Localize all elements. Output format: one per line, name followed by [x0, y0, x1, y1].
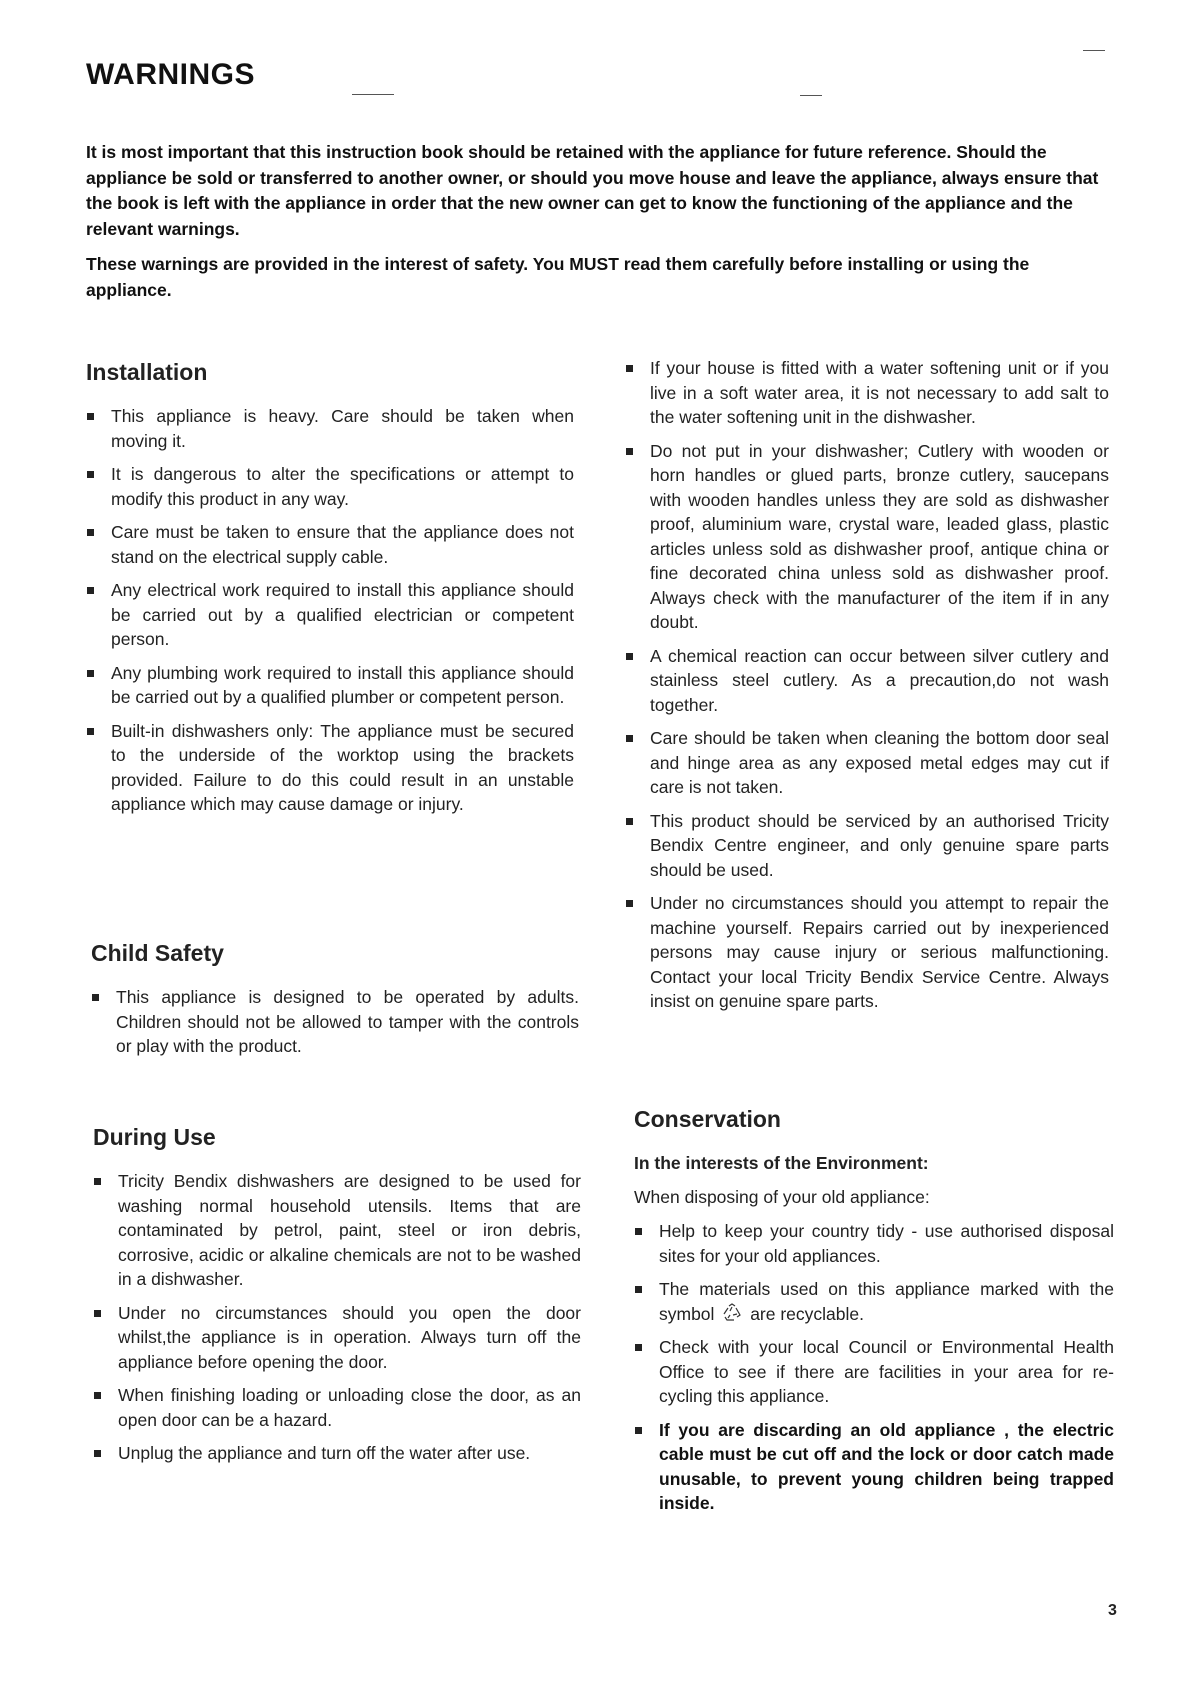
- bullet-icon: [94, 1392, 101, 1399]
- list-item: It is dangerous to alter the specifications or attempt to modify this product in any way.: [86, 462, 574, 511]
- conservation-subheading: In the interests of the Environment:: [634, 1153, 929, 1173]
- bullet-icon: [626, 735, 633, 742]
- bullet-icon: [94, 1178, 101, 1185]
- list-item: Any plumbing work required to install this appliance should be carried out by a qualified plumber or competent person.: [86, 661, 574, 710]
- bullet-icon: [87, 587, 94, 594]
- divider: [352, 94, 394, 95]
- list-item: This product should be serviced by an authorised Tricity Bendix Centre engineer, and only genuine spare parts should be used.: [625, 809, 1109, 883]
- conservation-section: [634, 1106, 1114, 1525]
- right-column-warnings: [625, 356, 1109, 1023]
- list-item: Under no circumstances should you attempt to repair the machine yourself. Repairs carried out by inexperienced persons may cause injury or serious malfunctioning. Contact your local Tricity Bendix Service Centre. Always insist on genuine spare parts.: [625, 891, 1109, 1014]
- list-item: A chemical reaction can occur between silver cutlery and stainless steel cutlery. As a precaution,do not wash together.: [625, 644, 1109, 718]
- bullet-icon: [94, 1450, 101, 1457]
- intro-block: [86, 140, 1116, 313]
- list-item: Tricity Bendix dishwashers are designed to be used for washing normal household utensils. Items that are contaminated by petrol, paint, steel or iron debris, corrosive, acidic or alkaline chemicals are not to be washed in a dishwasher.: [93, 1169, 581, 1292]
- installation-section: [86, 359, 574, 826]
- list-item: This appliance is heavy. Care should be taken when moving it.: [86, 404, 574, 453]
- list-item: Do not put in your dishwasher; Cutlery with wooden or horn handles or glued parts, bronze cutlery, saucepans with wooden handles unless they are sold as dishwasher proof, aluminium ware, crystal ware, leaded glass, plastic articles unless sold as dishwasher proof, antique china or fine decorated china unless sold as dishwasher proof. Always check with the manufacturer of the item if in any doubt.: [625, 439, 1109, 635]
- bullet-icon: [635, 1344, 642, 1351]
- list-item: Care must be taken to ensure that the appliance does not stand on the electrical supply cable.: [86, 520, 574, 569]
- list-item: This appliance is designed to be operated by adults. Children should not be allowed to tamper with the controls or play with the product.: [91, 985, 579, 1059]
- bullet-icon: [87, 529, 94, 536]
- section-heading: During Use: [93, 1124, 216, 1150]
- list-item: If you are discarding an old appliance , the electric cable must be cut off and the lock or door catch made unusable, to prevent young children being trapped inside.: [634, 1418, 1114, 1516]
- bullet-icon: [87, 670, 94, 677]
- bullet-icon: [635, 1427, 642, 1434]
- page-number: 3: [1108, 1602, 1117, 1619]
- list-item: The materials used on this appliance marked with the symbol are recyclable.: [634, 1277, 1114, 1326]
- bullet-icon: [635, 1286, 642, 1293]
- bullet-icon: [626, 900, 633, 907]
- bullet-icon: [92, 994, 99, 1001]
- page-title: WARNINGS: [86, 58, 255, 91]
- list-item: Care should be taken when cleaning the bottom door seal and hinge area as any exposed metal edges may cut if care is not taken.: [625, 726, 1109, 800]
- section-heading: Child Safety: [91, 940, 224, 966]
- recycle-icon: [721, 1303, 743, 1323]
- list-item: Any electrical work required to install this appliance should be carried out by a qualified electrician or competent person.: [86, 578, 574, 652]
- list-item: Built-in dishwashers only: The appliance must be secured to the underside of the worktop using the brackets provided. Failure to do this could result in an unstable appliance which may cause damage or injury.: [86, 719, 574, 817]
- bullet-icon: [87, 413, 94, 420]
- bullet-icon: [94, 1310, 101, 1317]
- divider: [1083, 50, 1105, 51]
- bullet-icon: [626, 818, 633, 825]
- bullet-icon: [626, 365, 633, 372]
- divider: [800, 95, 822, 96]
- conservation-lead: When disposing of your old appliance:: [634, 1187, 930, 1207]
- bullet-icon: [626, 653, 633, 660]
- list-item: When finishing loading or unloading close the door, as an open door can be a hazard.: [93, 1383, 581, 1432]
- intro-paragraph: These warnings are provided in the interest of safety. You MUST read them carefully before installing or using the appliance.: [86, 254, 1030, 300]
- list-item: Help to keep your country tidy - use authorised disposal sites for your old appliances.: [634, 1219, 1114, 1268]
- bullet-icon: [635, 1228, 642, 1235]
- section-heading: Conservation: [634, 1106, 781, 1132]
- list-item: Under no circumstances should you open the door whilst,the appliance is in operation. Always turn off the appliance before opening the door.: [93, 1301, 581, 1375]
- list-item: Unplug the appliance and turn off the water after use.: [93, 1441, 581, 1466]
- list-item: Check with your local Council or Environmental Health Office to see if there are facilities in your area for re-cycling this appliance.: [634, 1335, 1114, 1409]
- section-heading: Installation: [86, 359, 208, 385]
- bullet-icon: [87, 728, 94, 735]
- list-item: If your house is fitted with a water softening unit or if you live in a soft water area, it is not necessary to add salt to the water softening unit in the dishwasher.: [625, 356, 1109, 430]
- intro-paragraph: It is most important that this instruction book should be retained with the appliance for future reference. Should the appliance be sold or transferred to another owner, or should you move house and leave the appliance, always ensure that the book is left with the appliance in order that the new owner can get to know the functioning of the appliance and the relevant warnings.: [86, 142, 1099, 239]
- bullet-icon: [626, 448, 633, 455]
- bullet-icon: [87, 471, 94, 478]
- child-safety-section: [91, 940, 579, 1068]
- during-use-section: [93, 1124, 581, 1475]
